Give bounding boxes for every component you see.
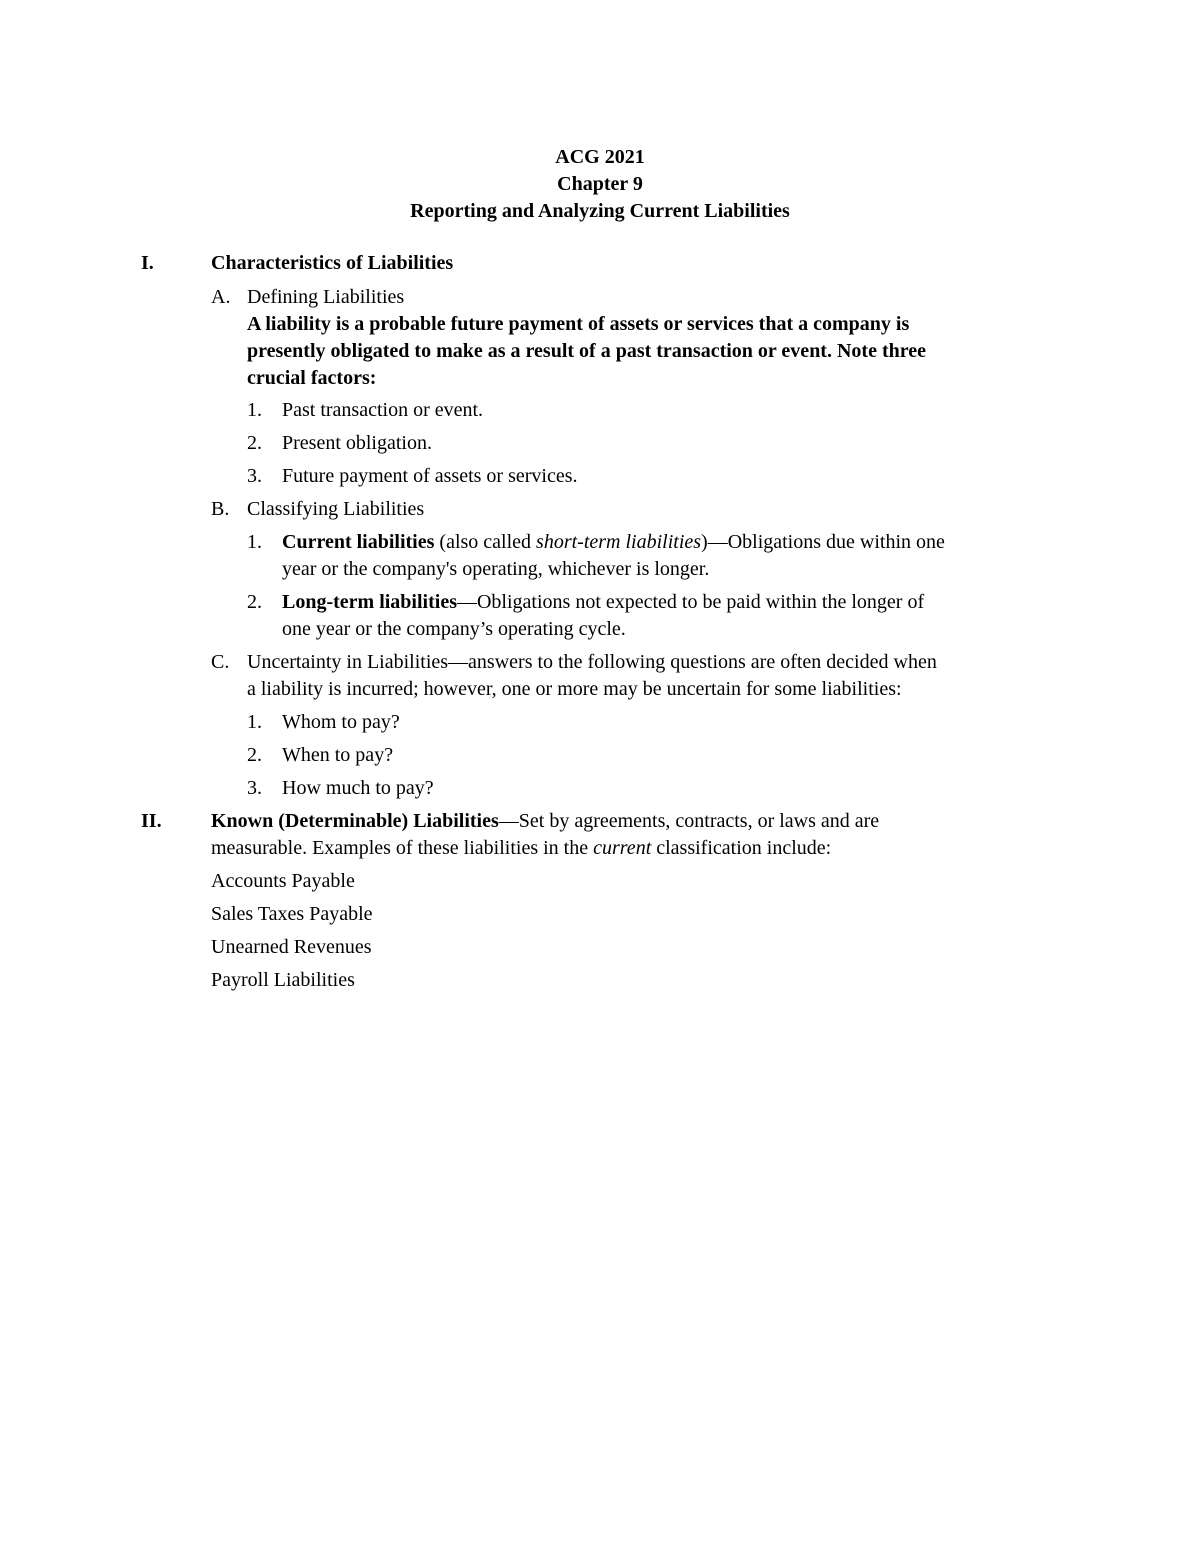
- list-item-text: Whom to pay?: [282, 711, 400, 733]
- list-item-number: 3.: [247, 777, 262, 799]
- list-item-number: 1.: [247, 531, 262, 553]
- known-liabilities-line-2: [211, 835, 831, 862]
- example-item: Accounts Payable: [211, 870, 355, 892]
- known-liabilities-line-2-post: classification include:: [651, 837, 832, 859]
- document-title: Reporting and Analyzing Current Liabilities: [410, 200, 790, 222]
- section-2-numeral: II.: [141, 810, 162, 832]
- current-liabilities-line-2: year or the company's operating, whichever is longer.: [282, 558, 710, 580]
- subsection-b-letter: B.: [211, 498, 230, 520]
- list-item-number: 2.: [247, 744, 262, 766]
- list-item-text: When to pay?: [282, 744, 394, 766]
- current-liabilities-pre: (also called: [434, 531, 537, 553]
- definition-line-2: presently obligated to make as a result of a past transaction or event. Note three: [247, 340, 927, 362]
- long-term-liabilities-line-2: one year or the company’s operating cycle.: [282, 618, 626, 640]
- current-liabilities-term: Current liabilities: [282, 531, 435, 553]
- subsection-a-letter: A.: [211, 286, 231, 308]
- current-liabilities-post: )—Obligations due within one: [701, 531, 945, 553]
- section-1-numeral: I.: [141, 252, 154, 274]
- list-item-text: How much to pay?: [282, 777, 434, 799]
- known-liabilities-line-1: [211, 808, 879, 835]
- list-item-number: 3.: [247, 465, 262, 487]
- uncertainty-line-1: Uncertainty in Liabilities—answers to the following questions are often decided when: [247, 651, 937, 673]
- example-item: Unearned Revenues: [211, 936, 372, 958]
- long-term-liabilities-term: Long-term liabilities: [282, 591, 457, 613]
- subsection-b-label: Classifying Liabilities: [247, 498, 425, 520]
- subsection-a-label: Defining Liabilities: [247, 286, 405, 308]
- title-block: [0, 144, 1200, 225]
- long-term-liabilities-rest: —Obligations not expected to be paid within the longer of: [456, 591, 925, 613]
- known-liabilities-line-2-pre: measurable. Examples of these liabilities in the: [211, 837, 594, 859]
- example-item: Sales Taxes Payable: [211, 903, 373, 925]
- chapter-title: Chapter 9: [557, 173, 643, 195]
- section-1-heading: Characteristics of Liabilities: [211, 252, 454, 274]
- list-item-text: Future payment of assets or services.: [282, 465, 578, 487]
- subsection-c-letter: C.: [211, 651, 230, 673]
- long-term-liabilities-line-1: [282, 589, 924, 616]
- list-item-number: 2.: [247, 432, 262, 454]
- short-term-liabilities-italic: short-term liabilities: [536, 531, 702, 553]
- course-title: ACG 2021: [555, 146, 645, 168]
- definition-line-1: A liability is a probable future payment of assets or services that a company is: [247, 313, 910, 335]
- example-item: Payroll Liabilities: [211, 969, 355, 991]
- known-liabilities-rest: —Set by agreements, contracts, or laws and are: [498, 810, 880, 832]
- list-item-number: 1.: [247, 399, 262, 421]
- known-liabilities-term: Known (Determinable) Liabilities: [211, 810, 499, 832]
- uncertainty-line-2: a liability is incurred; however, one or more may be uncertain for some liabilities:: [247, 678, 902, 700]
- list-item-number: 2.: [247, 591, 262, 613]
- list-item-text: Past transaction or event.: [282, 399, 484, 421]
- list-item-text: Present obligation.: [282, 432, 432, 454]
- current-italic: current: [593, 837, 652, 859]
- current-liabilities-line-1: [282, 529, 945, 556]
- list-item-number: 1.: [247, 711, 262, 733]
- definition-line-3: crucial factors:: [247, 367, 377, 389]
